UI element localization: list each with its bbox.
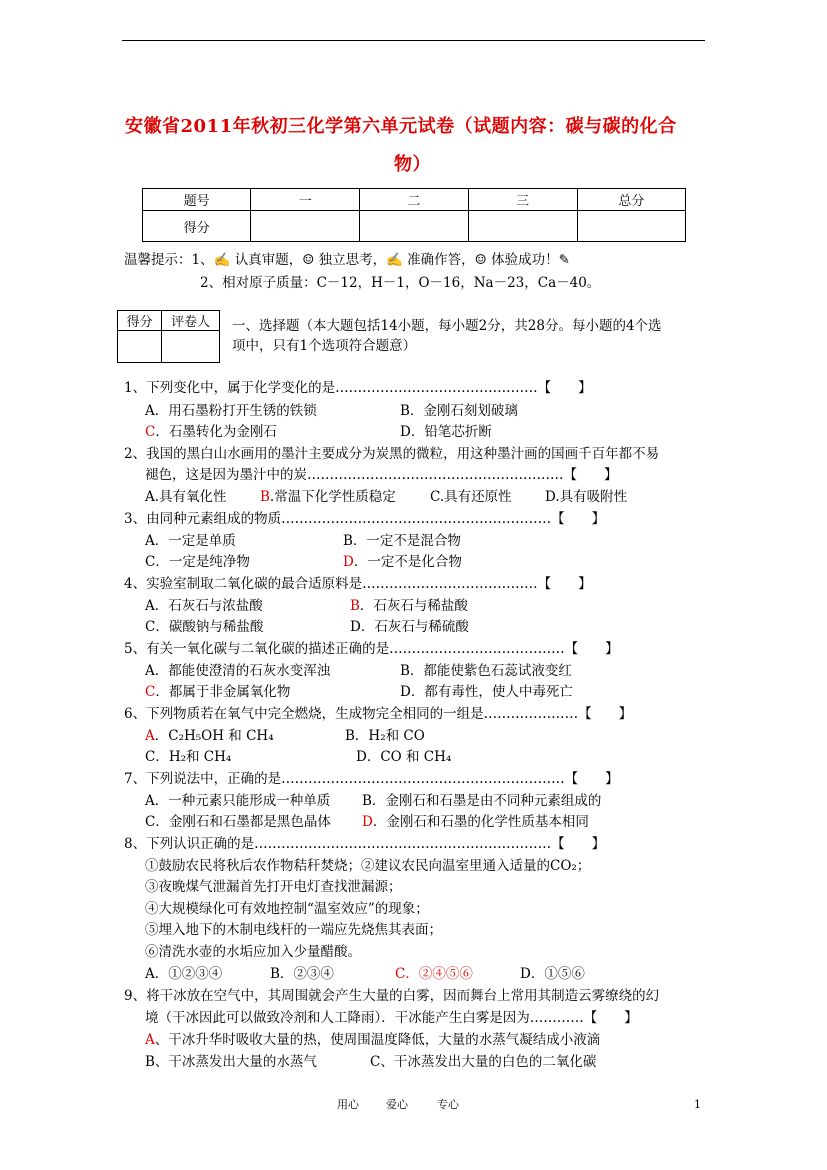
q6-option-d: D．CO 和 CH₄ (356, 749, 452, 765)
q2-option-a: A.具有氧化性 (145, 489, 227, 505)
q9-option-b: B、干冰蒸发出大量的水蒸气 (145, 1054, 317, 1070)
q8-option-a: A．①②③④ (145, 966, 223, 982)
score-header-total: 总分 (577, 189, 685, 211)
grader-name-label: 评卷人 (162, 311, 220, 331)
score-row-label: 得分 (143, 211, 251, 242)
q3-option-c: C．一定是纯净物 (145, 554, 250, 570)
score-table (142, 188, 686, 242)
q1-option-c: C．石墨转化为金刚石 (145, 424, 277, 440)
q7-option-d: D．金刚石和石墨的化学性质基本相同 (362, 814, 589, 830)
q5-option-b: B．都能使紫色石蕊试液变红 (400, 663, 572, 679)
grader-score-label: 得分 (118, 311, 162, 331)
q2-option-d: D.具有吸附性 (545, 489, 628, 505)
q7-option-b: B．金刚石和石墨是由不同种元素组成的 (362, 793, 602, 809)
header-rule (122, 40, 705, 41)
section1-heading-line2: 项中，只有1个选项符合题意） (232, 338, 417, 354)
q1-option-d: D．铅笔芯折断 (400, 424, 492, 440)
q8-stem: 8、下列认识正确的是…………………………………………………………【 】 (124, 836, 606, 852)
footer-right: 专心 (437, 1098, 459, 1111)
section1-heading-line1: 一、选择题（本大题包括14小题，每小题2分，共28分。每小题的4个选 (232, 318, 662, 334)
q6-option-a: A．C₂H₅OH 和 CH₄ (145, 728, 274, 744)
q9-stem-line2: 境（干冰因此可以做致冷剂和人工降雨）．干冰能产生白雾是因为…………【 】 (145, 1010, 638, 1026)
score-header-2: 二 (360, 189, 468, 211)
q3-option-a: A．一定是单质 (145, 533, 236, 549)
score-cell (360, 211, 468, 242)
q3-option-b: B．一定不是混合物 (343, 533, 461, 549)
q5-option-d: D．都有毒性，使人中毒死亡 (400, 684, 573, 700)
tips-line2: 2、相对原子质量：C－12，H－1，O－16，Na－23，Ca－40。 (200, 275, 601, 291)
answer-letter: C (145, 684, 156, 700)
score-header-number: 题号 (143, 189, 251, 211)
grader-table (117, 310, 220, 363)
q8-statement-2: ③夜晚煤气泄漏首先打开电灯查找泄漏源； (145, 879, 402, 895)
q7-option-c: C．金刚石和石墨都是黑色晶体 (145, 814, 331, 830)
q2-option-b: B.常温下化学性质稳定 (260, 489, 396, 505)
q8-statement-5: ⑥清洗水壶的水垢应加入少量醋酸。 (145, 944, 361, 960)
q8-option-d: D．①⑤⑥ (520, 966, 585, 982)
answer-letter: B (260, 489, 270, 505)
q9-option-c: C、干冰蒸发出大量的白色的二氧化碳 (370, 1054, 597, 1070)
q9-option-a: A、干冰升华时吸收大量的热，使周围温度降低，大量的水蒸气凝结成小液滴 (145, 1032, 601, 1048)
q7-stem: 7、下列说法中，正确的是………………………………………………………【 】 (124, 771, 619, 787)
answer-letter: C (145, 424, 156, 440)
tips-line1: 温馨提示：1、✍ 认真审题，☺ 独立思考，✍ 准确作答，☺ 体验成功！✎ (124, 252, 570, 268)
page-title-line2: 物） (394, 154, 431, 175)
score-cell (251, 211, 360, 242)
grader-score-cell (118, 331, 162, 363)
q2-option-c: C.具有还原性 (430, 489, 512, 505)
q9-stem-line1: 9、将干冰放在空气中，其周围就会产生大量的白雾，因而舞台上常用其制造云雾缭绕的幻 (124, 988, 660, 1004)
score-header-3: 三 (468, 189, 577, 211)
q5-option-c: C．都属于非金属氧化物 (145, 684, 291, 700)
q1-stem: 1、下列变化中，属于化学变化的是………………………………………【 】 (124, 380, 592, 396)
q8-statement-1: ①鼓励农民将秋后农作物秸秆焚烧；②建议农民向温室里通入适量的CO₂； (145, 858, 591, 874)
score-header-1: 一 (251, 189, 360, 211)
q1-option-a: A．用石墨粉打开生锈的铁锁 (145, 403, 317, 419)
score-cell (577, 211, 685, 242)
score-cell (468, 211, 577, 242)
answer-letter: A (145, 1032, 155, 1048)
answer-letter: D (343, 554, 354, 570)
page-number: 1 (694, 1098, 701, 1111)
grader-name-cell (162, 331, 220, 363)
q5-option-a: A．都能使澄清的石灰水变浑浊 (145, 663, 331, 679)
q4-option-c: C．碳酸钠与稀盐酸 (145, 619, 264, 635)
footer-left: 用心 (337, 1098, 359, 1111)
q1-option-b: B．金刚石刻划破璃 (400, 403, 518, 419)
q3-option-d: D．一定不是化合物 (343, 554, 462, 570)
answer-letter: D (362, 814, 373, 830)
q4-option-d: D．石灰石与稀硫酸 (350, 619, 469, 635)
answer-letter: B (350, 598, 360, 614)
q6-stem: 6、下列物质若在氧气中完全燃烧，生成物完全相同的一组是…………………【 】 (124, 706, 633, 722)
q4-option-a: A．石灰石与浓盐酸 (145, 598, 263, 614)
q5-stem: 5、有关一氧化碳与二氧化碳的描述正确的是…………………………………【 】 (124, 641, 619, 657)
q3-stem: 3、由同种元素组成的物质……………………………………………………【 】 (124, 511, 606, 527)
q6-option-b: B．H₂和 CO (345, 728, 425, 744)
q8-option-b: B．②③④ (270, 966, 334, 982)
q4-stem: 4、实验室制取二氧化碳的最合适原料是…………………………………【 】 (124, 576, 592, 592)
q8-option-c: C．②④⑤⑥ (395, 966, 473, 982)
footer-mid: 爱心 (386, 1098, 408, 1111)
page-title-line1: 安徽省2011年秋初三化学第六单元试卷（试题内容：碳与碳的化合 (125, 116, 677, 137)
q8-statement-4: ⑤埋入地下的木制电线杆的一端应先烧焦其表面； (145, 922, 442, 938)
answer-letter: A (145, 728, 155, 744)
q2-stem-line2: 褪色，这是因为墨汁中的炭…………………………………………………【 】 (145, 467, 618, 483)
q4-option-b: B．石灰石与稀盐酸 (350, 598, 468, 614)
q6-option-c: C．H₂和 CH₄ (145, 749, 232, 765)
q7-option-a: A．一种元素只能形成一种单质 (145, 793, 331, 809)
q2-stem-line1: 2、我国的黑白山水画用的墨汁主要成分为炭黑的微粒，用这种墨汁画的国画千百年都不易 (124, 446, 660, 462)
q8-statement-3: ④大规模绿化可有效地控制“温室效应”的现象； (145, 901, 429, 917)
